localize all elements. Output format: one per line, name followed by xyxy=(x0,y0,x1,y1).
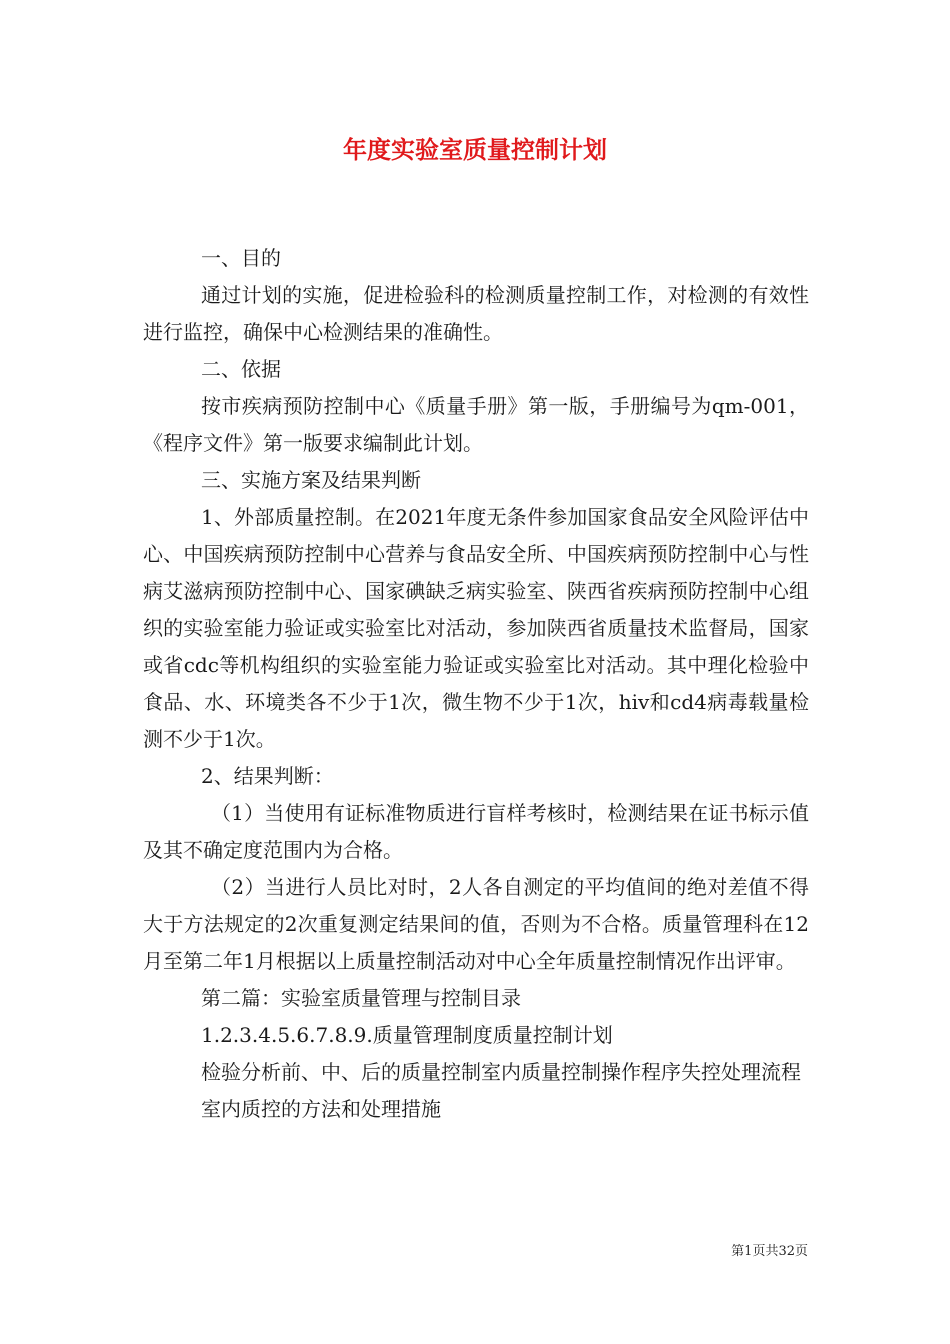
paragraph-part-two-title: 第二篇：实验室质量管理与控制目录 xyxy=(201,986,521,1010)
paragraph-basis: 按市疾病预防控制中心《质量手册》第一版，手册编号为qm-001，《程序文件》第一版要求编制此计划。 xyxy=(143,394,809,455)
paragraph-toc-methods: 室内质控的方法和处理措施 xyxy=(201,1097,441,1121)
paragraph-result-judgment: 2、结果判断： xyxy=(201,764,334,788)
paragraph-purpose: 通过计划的实施，促进检验科的检测质量控制工作，对检测的有效性进行监控，确保中心检测结果的准确性。 xyxy=(143,283,809,344)
paragraph-toc-list: 1.2.3.4.5.6.7.8.9.质量管理制度质量控制计划 xyxy=(201,1023,613,1047)
document-title: 年度实验室质量控制计划 xyxy=(343,136,607,164)
paragraph-external-qc: 1、外部质量控制。在2021年度无条件参加国家食品安全风险评估中心、中国疾病预防控制中心营养与食品安全所、中国疾病预防控制中心与性病艾滋病预防控制中心、国家碘缺乏病实验室、陕西省疾病预防控制中心组织的实验室能力验证或实验室比对活动，参加陕西省质量技术监督局，国家或省cdc等机构组织的实验室能力验证或实验室比对活动。其中理化检验中食品、水、环境类各不少于1次，微生物不少于1次，hiv和cd4病毒载量检测不少于1次。 xyxy=(143,505,809,751)
document-body xyxy=(143,240,809,1128)
paragraph-judgment-2: （2）当进行人员比对时，2人各自测定的平均值间的绝对差值不得大于方法规定的2次重复测定结果间的值，否则为不合格。质量管理科在12月至第二年1月根据以上质量控制活动对中心全年质量控制情况作出评审。 xyxy=(143,875,809,973)
paragraph-toc-analysis: 检验分析前、中、后的质量控制室内质量控制操作程序失控处理流程 xyxy=(201,1060,801,1084)
page-number: 第1页共32页 xyxy=(731,1244,808,1259)
section-heading-purpose: 一、目的 xyxy=(201,246,281,270)
section-heading-plan: 三、实施方案及结果判断 xyxy=(201,468,421,492)
paragraph-judgment-1: （1）当使用有证标准物质进行盲样考核时，检测结果在证书标示值及其不确定度范围内为合格。 xyxy=(143,801,809,862)
section-heading-basis: 二、依据 xyxy=(201,357,281,381)
